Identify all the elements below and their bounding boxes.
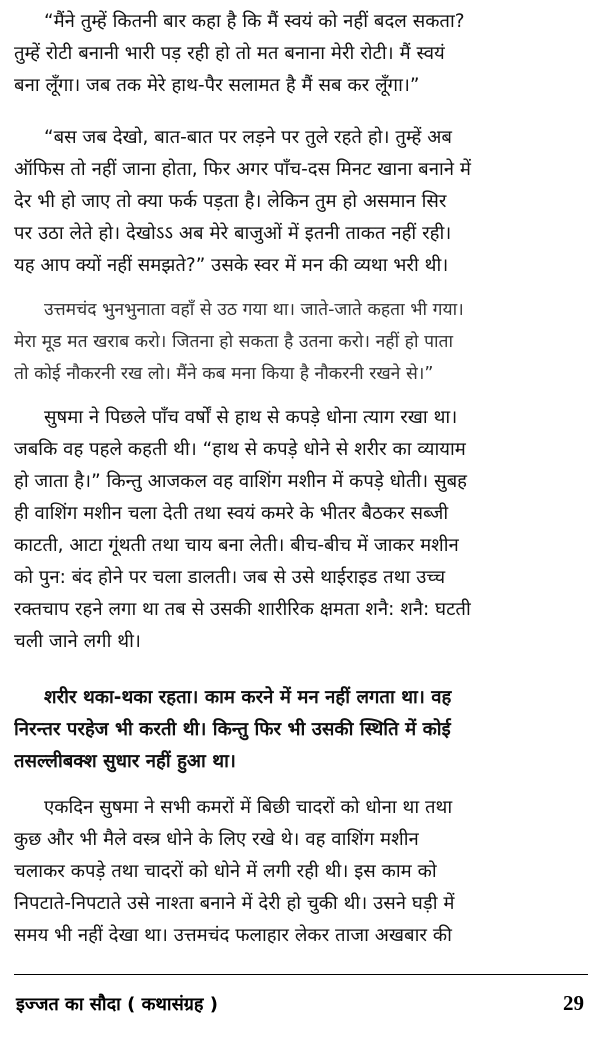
- text-line: मेरा मूड मत खराब करो। जितना हो सकता है उतना करो। नहीं हो पाता: [14, 332, 454, 352]
- text-line: चलाकर कपड़े तथा चादरों को धोने में लगी रही थी। इस काम को: [14, 861, 437, 882]
- text-line: कुछ और भी मैले वस्त्र धोने के लिए रखे थे। वह वाशिंग मशीन: [14, 829, 419, 850]
- text-line: तुम्हें रोटी बनानी भारी पड़ रही हो तो मत बनाना मेरी रोटी। मैं स्वयं: [14, 43, 445, 64]
- text-line: निरन्तर परहेज भी करती थी। किन्तु फिर भी उसकी स्थिति में कोई: [14, 719, 451, 740]
- text-line: उत्तमचंद भुनभुनाता वहाँ से उठ गया था। जाते-जाते कहता भी गया।: [44, 300, 464, 320]
- text-line: हो जाता है।” किन्तु आजकल वह वाशिंग मशीन में कपड़े धोती। सुबह: [14, 471, 467, 492]
- text-line: चली जाने लगी थी।: [14, 631, 141, 652]
- text-line: एकदिन सुषमा ने सभी कमरों में बिछी चादरों को धोना था तथा: [44, 797, 453, 818]
- text-line: तो कोई नौकरनी रख लो। मैंने कब मना किया है नौकरनी रखने से।”: [14, 364, 434, 384]
- text-line: पर उठा लेते हो। देखोऽऽ अब मेरे बाजुओं में इतनी ताकत नहीं रही।: [14, 223, 452, 244]
- text-line: शरीर थका-थका रहता। काम करने में मन नहीं लगता था। वह: [44, 687, 452, 708]
- text-line: यह आप क्यों नहीं समझते?” उसके स्वर में मन की व्यथा भरी थी।: [14, 255, 449, 276]
- text-line: समय भी नहीं देखा था। उत्तमचंद फलाहार लेकर ताजा अखबार की: [14, 925, 452, 946]
- text-line: सुषमा ने पिछले पाँच वर्षों से हाथ से कपड़े धोना त्याग रखा था।: [44, 407, 458, 428]
- text-line: ऑफिस तो नहीं जाना होता, फिर अगर पाँच-दस मिनट खाना बनाने में: [14, 159, 471, 180]
- text-line: देर भी हो जाए तो क्या फर्क पड़ता है। लेकिन तुम हो असमान सिर: [14, 191, 447, 212]
- footer-rule: [14, 974, 588, 975]
- paragraph-6: [14, 792, 588, 952]
- text-line: जबकि वह पहले कहती थी। “हाथ से कपड़े धोने से शरीर का व्यायाम: [14, 439, 466, 460]
- text-line: ही वाशिंग मशीन चला देती तथा स्वयं कमरे के भीतर बैठकर सब्जी: [14, 503, 449, 524]
- paragraph-2: [14, 122, 588, 282]
- text-line: रक्तचाप रहने लगा था तब से उसकी शारीरिक क्षमता शनै: शनै: घटती: [14, 599, 471, 620]
- text-line: काटती, आटा गूंथती तथा चाय बना लेती। बीच-बीच में जाकर मशीन: [14, 535, 459, 556]
- text-line: तसल्लीबक्श सुधार नहीं हुआ था।: [14, 751, 236, 772]
- text-line: “मैंने तुम्हें कितनी बार कहा है कि मैं स्वयं को नहीं बदल सकता?: [44, 11, 465, 32]
- paragraph-5: [14, 682, 588, 778]
- text-line: निपटाते-निपटाते उसे नाश्ता बनाने में देरी हो चुकी थी। उसने घड़ी में: [14, 893, 455, 914]
- text-line: को पुन: बंद होने पर चला डालती। जब से उसे थाईराइड तथा उच्च: [14, 567, 446, 588]
- paragraph-4: [14, 402, 588, 658]
- paragraph-3: [14, 294, 588, 390]
- text-line: “बस जब देखो, बात-बात पर लड़ने पर तुले रहते हो। तुम्हें अब: [44, 127, 452, 148]
- text-line: बना लूँगा। जब तक मेरे हाथ-पैर सलामत है मैं सब कर लूँगा।”: [14, 75, 420, 96]
- book-title-footer: इज्जत का सौदा ( कथासंग्रह ): [16, 994, 218, 1015]
- paragraph-1: [14, 6, 588, 102]
- page-number: 29: [563, 991, 584, 1015]
- book-page: [14, 6, 588, 1036]
